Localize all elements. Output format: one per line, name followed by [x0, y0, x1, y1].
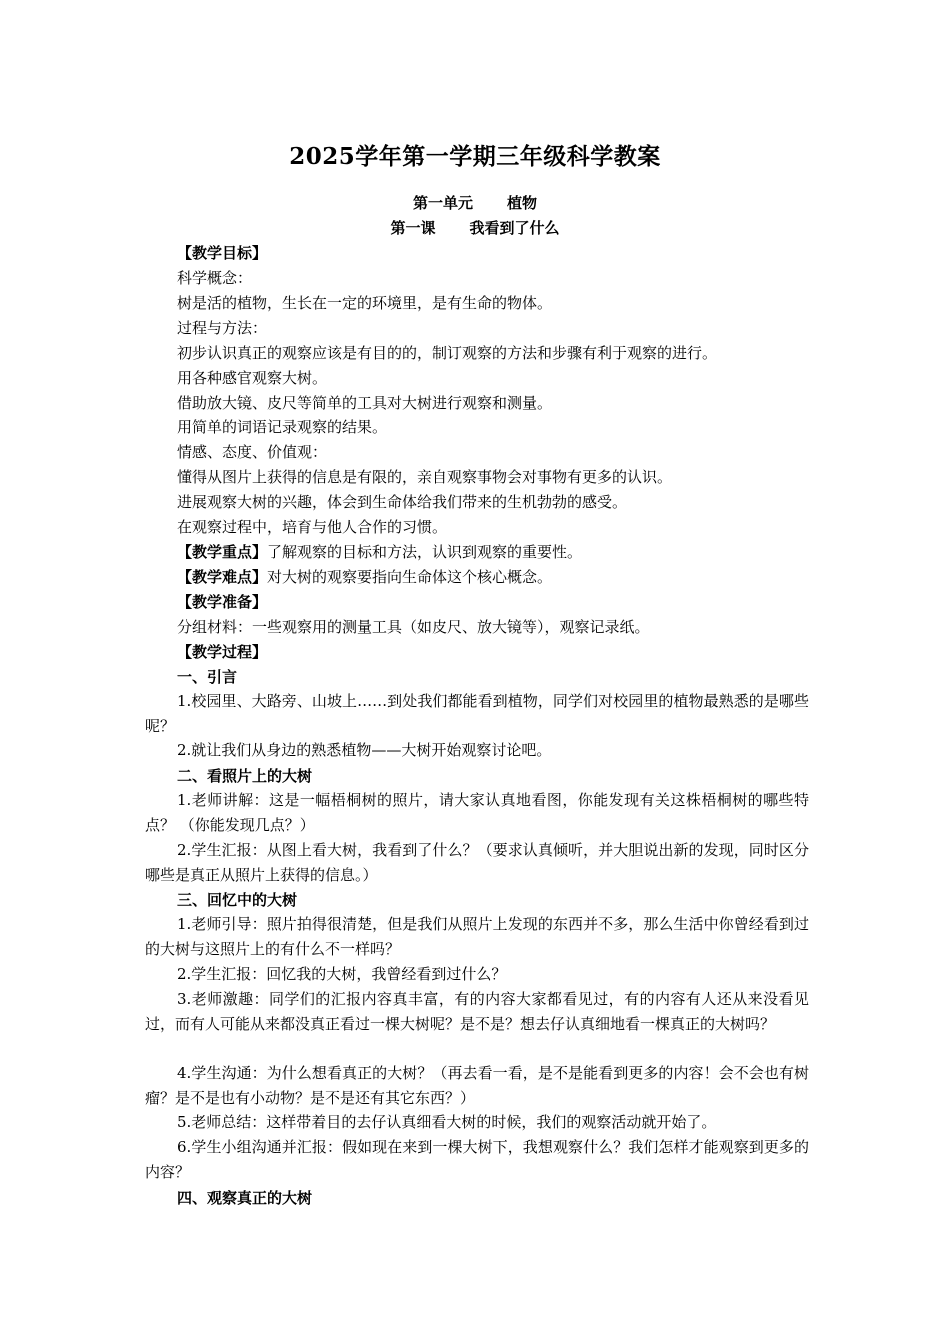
- objective-line: 懂得从图片上获得的信息是有限的，亲自观察事物会对事物有更多的认识。: [177, 468, 673, 486]
- objective-line: 借助放大镜、皮尺等简单的工具对大树进行观察和测量。: [177, 394, 553, 412]
- objective-line: 树是活的植物，生长在一定的环境里，是有生命的物体。: [177, 294, 553, 312]
- unit-label: 第一单元: [412, 194, 473, 212]
- paragraph: 2.学生汇报：回忆我的大树，我曾经看到过什么？: [177, 965, 507, 983]
- paragraph: 5.老师总结：这样带着目的去仔认真细看大树的时候，我们的观察活动就开始了。: [177, 1113, 717, 1131]
- lesson-label: 第一课: [390, 219, 436, 237]
- objective-line: 进展观察大树的兴趣，体会到生命体给我们带来的生机勃勃的感受。: [177, 493, 628, 511]
- page-title: 2025学年第一学期三年级科学教案: [289, 143, 661, 170]
- objective-line: 过程与方法：: [177, 319, 268, 337]
- key-point-text: 了解观察的目标和方法，认识到观察的重要性。: [267, 543, 583, 561]
- objective-line: 用简单的词语记录观察的结果。: [177, 418, 388, 436]
- key-point-heading: 【教学重点】: [177, 543, 268, 561]
- lesson-name: 我看到了什么: [469, 219, 560, 237]
- difficulty: [177, 567, 552, 587]
- paragraph: 1.老师讲解：这是一幅梧桐树的照片，请大家认真地看图，你能发现有关这株梧桐树的哪些特点？ （你能发现几点？）: [145, 791, 809, 834]
- lesson-heading: [0, 217, 950, 238]
- section-heading: 二、看照片上的大树: [177, 767, 313, 785]
- key-point: [177, 542, 582, 562]
- paragraph: 6.学生小组沟通并汇报：假如现在来到一棵大树下，我想观察什么？我们怎样才能观察到更多的内容？: [145, 1138, 809, 1181]
- objective-line: 在观察过程中，培育与他人合作的习惯。: [177, 518, 448, 536]
- difficulty-text: 对大树的观察要指向生命体这个核心概念。: [267, 568, 553, 586]
- section-heading: 三、回忆中的大树: [177, 891, 298, 909]
- preparation-heading: 【教学准备】: [177, 593, 268, 611]
- objective-line: 初步认识真正的观察应该是有目的的，制订观察的方法和步骤有利于观察的进行。: [177, 344, 718, 362]
- objective-line: 用各种感官观察大树。: [177, 369, 328, 387]
- paragraph: 1.校园里、大路旁、山坡上……到处我们都能看到植物，同学们对校园里的植物最熟悉的是哪些呢？: [145, 692, 809, 735]
- objective-line: 情感、态度、价值观：: [177, 443, 328, 461]
- section-heading: 四、观察真正的大树: [177, 1189, 313, 1207]
- objectives-heading: 【教学目标】: [177, 244, 268, 262]
- paragraph: 1.老师引导：照片拍得很清楚，但是我们从照片上发现的东西并不多，那么生活中你曾经看到过的大树与这照片上的有什么不一样吗？: [145, 915, 809, 958]
- paragraph: 2.就让我们从身边的熟悉植物——大树开始观察讨论吧。: [177, 741, 552, 759]
- section-heading: 一、引言: [177, 668, 238, 686]
- objective-line: 科学概念：: [177, 269, 253, 287]
- unit-heading: [0, 192, 950, 213]
- difficulty-heading: 【教学难点】: [177, 568, 268, 586]
- paragraph: 2.学生汇报：从图上看大树，我看到了什么？（要求认真倾听，并大胆说出新的发现，同时区分哪些是真正从照片上获得的信息。）: [145, 841, 809, 884]
- process-heading: 【教学过程】: [177, 643, 268, 661]
- paragraph: 3.老师激趣：同学们的汇报内容真丰富，有的内容大家都看见过，有的内容有人还从来没看见过，而有人可能从来都没真正看过一棵大树呢？是不是？想去仔认真细地看一棵真正的大树吗？: [145, 990, 809, 1033]
- unit-name: 植物: [507, 194, 538, 212]
- preparation-text: 分组材料：一些观察用的测量工具（如皮尺、放大镜等），观察记录纸。: [177, 618, 650, 636]
- paragraph: 4.学生沟通：为什么想看真正的大树？（再去看一看，是不是能看到更多的内容！会不会也有树瘤？是不是也有小动物？是不是还有其它东西？）: [145, 1064, 809, 1107]
